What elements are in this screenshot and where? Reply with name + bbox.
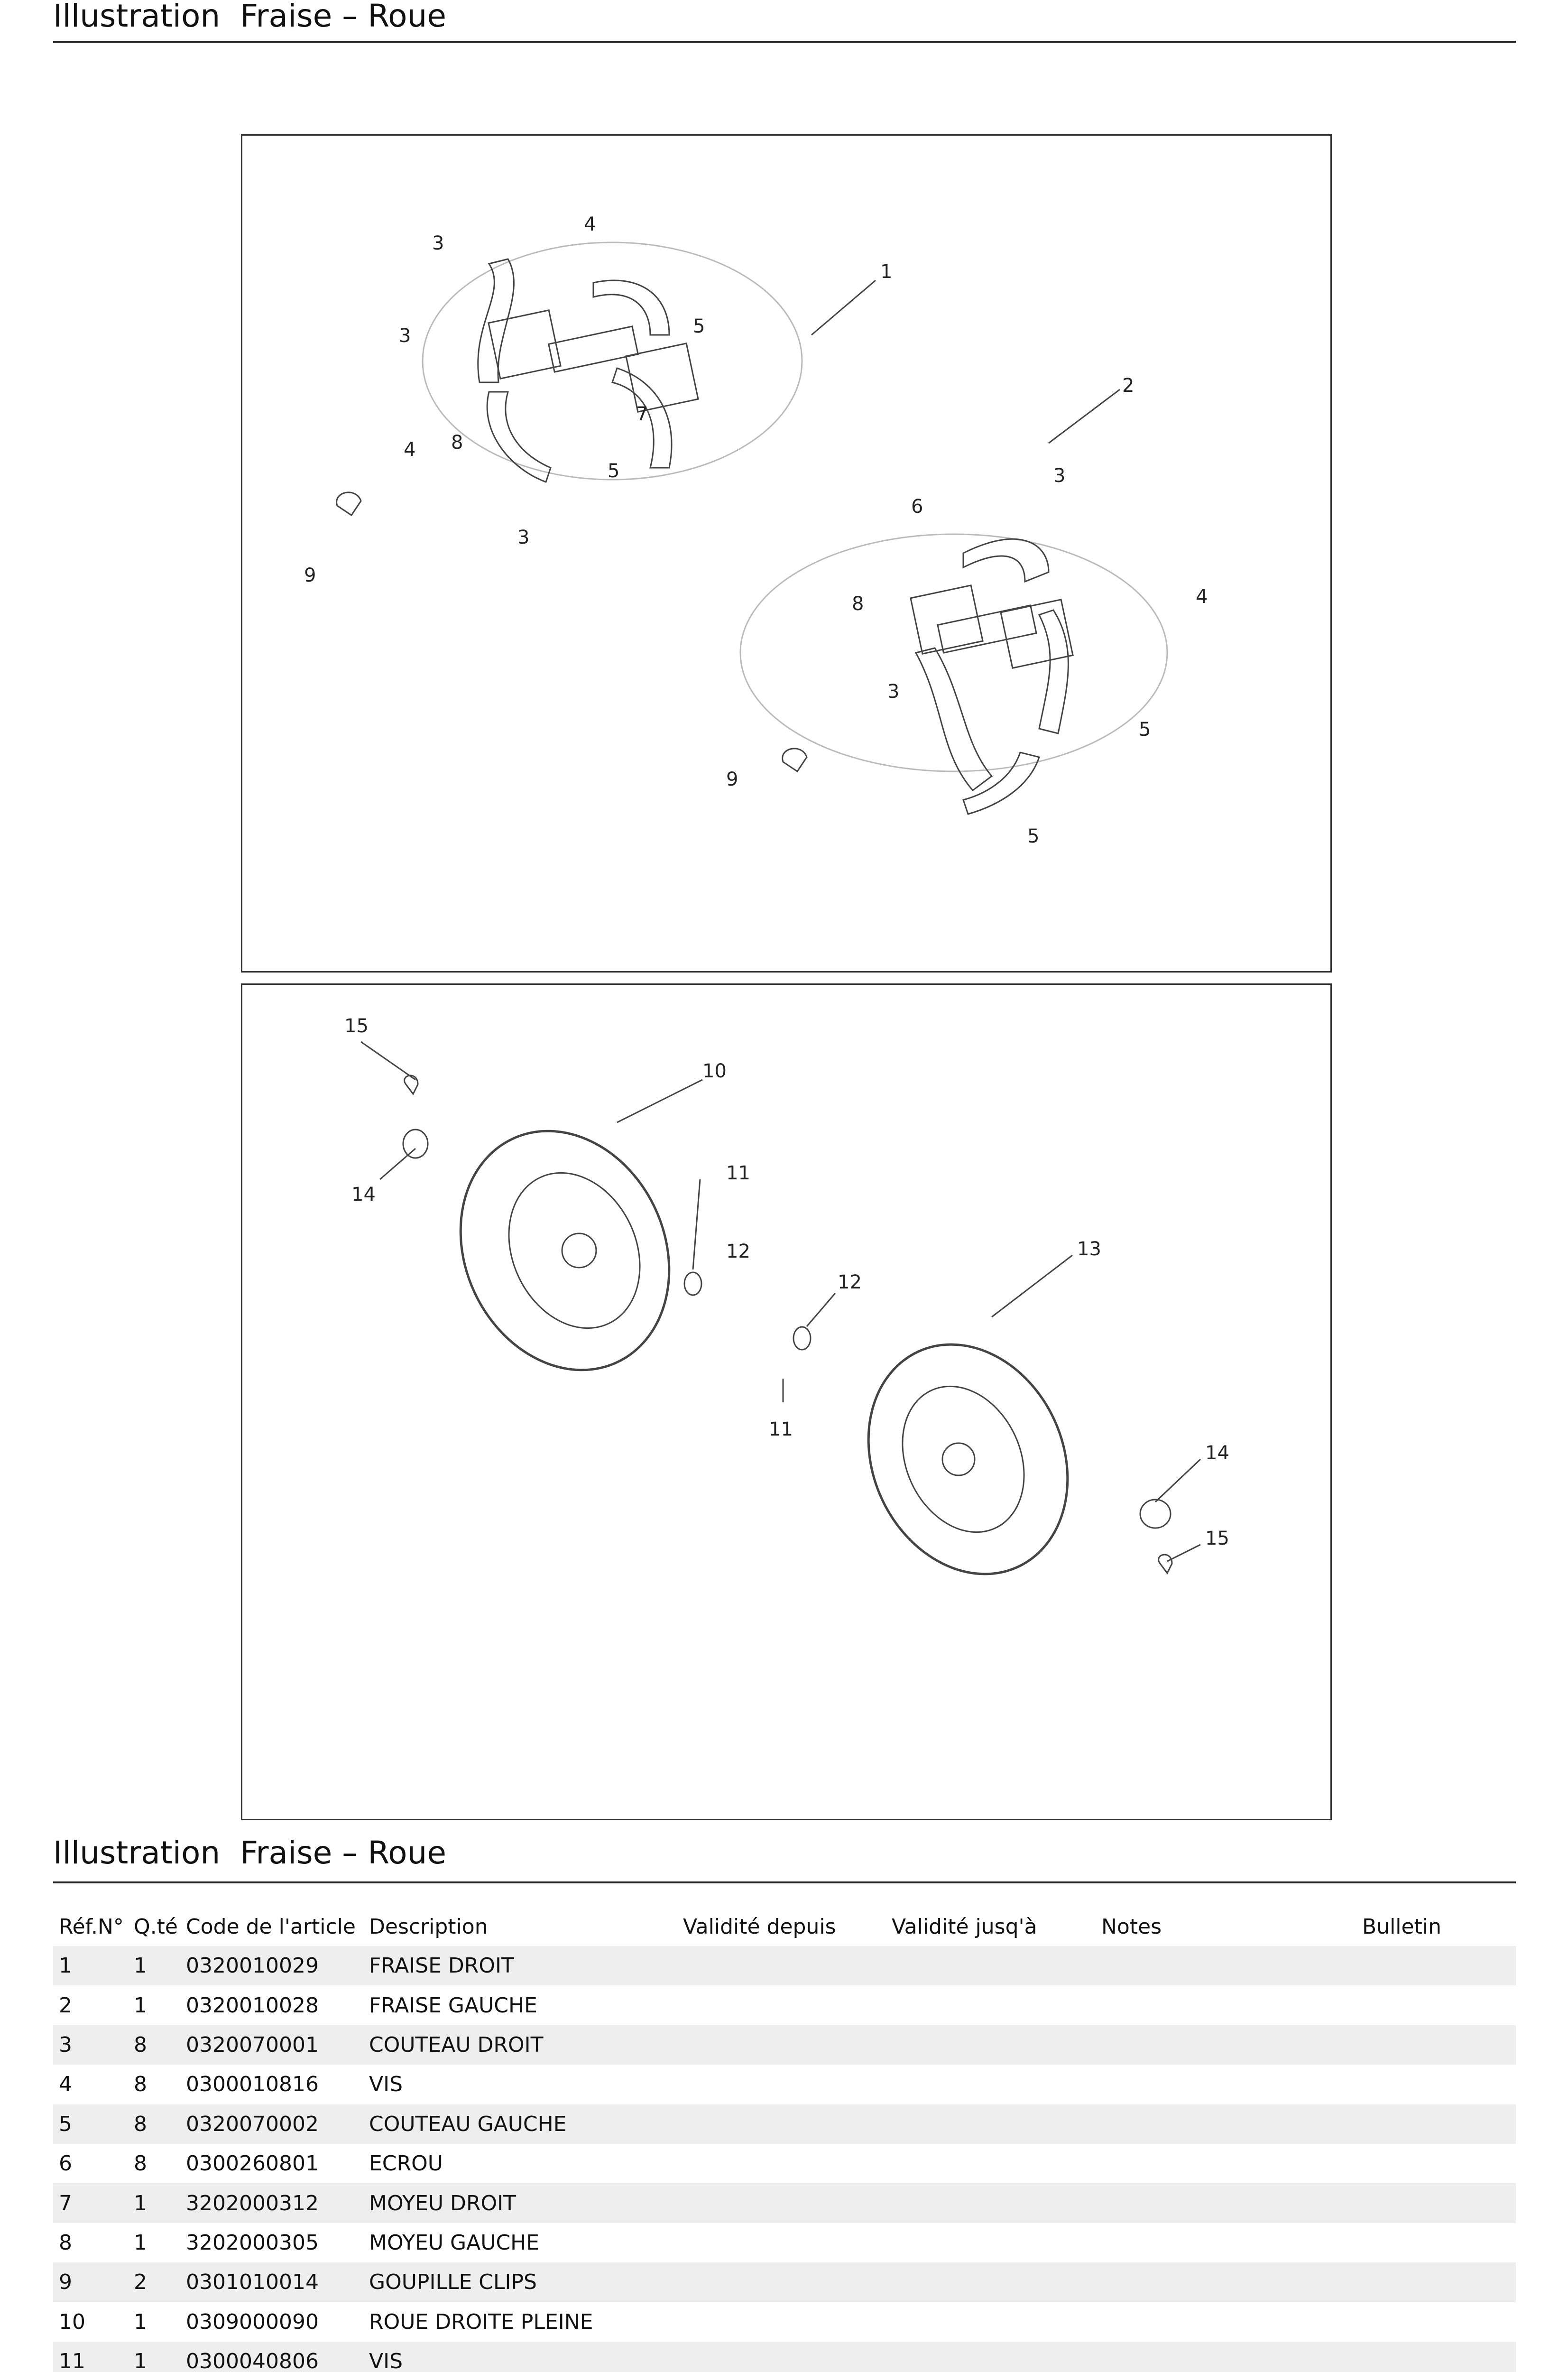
callout: 13 [1077, 1238, 1101, 1260]
title-divider [53, 41, 1516, 43]
cell-ref: 11 [59, 2349, 85, 2372]
col-ref: Réf.N° [59, 1914, 124, 1939]
cell-notes [1096, 2065, 1356, 2104]
cell-ref: 9 [59, 2270, 72, 2295]
callout: 1 [880, 261, 893, 283]
callout: 5 [1027, 825, 1040, 847]
cell-valid-to [886, 2104, 1096, 2144]
cell-notes [1096, 1946, 1356, 1985]
cell-qty: 8 [134, 2032, 147, 2057]
wheel-diagram [241, 983, 1332, 1820]
cell-valid-from [677, 2183, 886, 2223]
cell-notes [1096, 2144, 1356, 2183]
table-row [53, 1946, 1516, 1985]
cell-code: 0301010014 [186, 2270, 319, 2295]
callout: 12 [726, 1241, 750, 1262]
callout: 9 [726, 769, 738, 790]
callout: 3 [517, 527, 530, 548]
cell-valid-from [677, 2342, 886, 2372]
cell-valid-from [677, 1985, 886, 2025]
cell-qty: 1 [134, 1954, 147, 1978]
cell-qty: 8 [134, 2072, 147, 2097]
cell-bulletin [1356, 2104, 1516, 2144]
cell-ref: 4 [59, 2072, 72, 2097]
blade [1039, 610, 1068, 733]
callout: 3 [432, 232, 444, 254]
cell-notes [1096, 2104, 1356, 2144]
cell-description: MOYEU GAUCHE [369, 2230, 540, 2255]
auto-pin [1159, 1555, 1172, 1573]
auto-pin [405, 1075, 418, 1094]
cell-ref: 8 [59, 2230, 72, 2255]
callout: 3 [887, 681, 900, 703]
wheel-left-tyre [832, 1312, 1104, 1607]
cell-ref: 2 [59, 1993, 72, 2018]
cell-description: COUTEAU DROIT [369, 2032, 544, 2057]
cell-code: 0300010816 [186, 2072, 319, 2097]
cell-code: 0320070002 [186, 2112, 319, 2136]
callout: 4 [1196, 586, 1208, 608]
cell-qty: 1 [134, 2349, 147, 2372]
hub-plate [911, 585, 983, 654]
tiller-exploded-view [242, 136, 1330, 971]
cell-ref: 6 [59, 2151, 72, 2176]
cell-qty: 1 [134, 2309, 147, 2334]
cell-code: 3202000305 [186, 2230, 319, 2255]
cell-notes [1096, 2183, 1356, 2223]
wheel-right-hub [562, 1233, 596, 1268]
table-row [53, 2144, 1516, 2183]
cell-ref: 3 [59, 2032, 72, 2057]
col-valid-to: Validité jusq'à [892, 1914, 1037, 1939]
cell-description: COUTEAU GAUCHE [369, 2112, 567, 2136]
cell-ref: 5 [59, 2112, 72, 2136]
cell-description: VIS [369, 2349, 403, 2372]
cell-valid-to [886, 2262, 1096, 2302]
table-row [53, 1985, 1516, 2025]
callout: 5 [1139, 719, 1151, 741]
table-row [53, 2342, 1516, 2372]
cell-valid-to [886, 1946, 1096, 1985]
table-row [53, 2183, 1516, 2223]
cell-valid-from [677, 2144, 886, 2183]
cell-valid-from [677, 2025, 886, 2065]
cell-bulletin [1356, 2144, 1516, 2183]
callout: 14 [1205, 1442, 1229, 1464]
cell-description: MOYEU DROIT [369, 2191, 516, 2215]
cell-bulletin [1356, 2342, 1516, 2372]
cell-valid-to [886, 2144, 1096, 2183]
cell-qty: 8 [134, 2151, 147, 2176]
stop-ring [793, 1327, 811, 1350]
cell-code: 0320010028 [186, 1993, 319, 2018]
drive-hub [403, 1130, 428, 1158]
drive-hub [1140, 1500, 1171, 1528]
cell-code: 3202000312 [186, 2191, 319, 2215]
parts-table-body [53, 1946, 1516, 2372]
callout-labels [344, 1015, 1229, 1549]
cell-qty: 1 [134, 1993, 147, 2018]
callout: 4 [404, 439, 416, 461]
col-qty: Q.té [134, 1914, 178, 1939]
cell-code: 0320010029 [186, 1954, 319, 1978]
blade [487, 392, 551, 482]
cell-description: FRAISE DROIT [369, 1954, 514, 1978]
wheel-left-rim [880, 1366, 1047, 1552]
cell-bulletin [1356, 2262, 1516, 2302]
cell-bulletin [1356, 2183, 1516, 2223]
assembly-outline-right [740, 534, 1167, 771]
cell-valid-to [886, 2223, 1096, 2262]
table-row [53, 2223, 1516, 2262]
cell-notes [1096, 2025, 1356, 2065]
table-row [53, 2025, 1516, 2065]
cell-notes [1096, 1985, 1356, 2025]
cell-valid-from [677, 2065, 886, 2104]
cell-valid-to [886, 1985, 1096, 2025]
cell-notes [1096, 2262, 1356, 2302]
col-valid-from: Validité depuis [683, 1914, 836, 1939]
cell-valid-from [677, 2262, 886, 2302]
header-row [53, 1907, 1516, 1946]
callout: 11 [769, 1418, 793, 1440]
col-bulletin: Bulletin [1362, 1914, 1441, 1939]
cell-description: ECROU [369, 2151, 443, 2176]
cell-ref: 1 [59, 1954, 72, 1978]
blade [916, 648, 992, 790]
cell-bulletin [1356, 1946, 1516, 1985]
col-code: Code de l'article [186, 1914, 356, 1939]
cell-code: 0320070001 [186, 2032, 319, 2057]
cell-qty: 1 [134, 2230, 147, 2255]
wheel-exploded-view [242, 985, 1330, 1819]
cell-valid-from [677, 2104, 886, 2144]
callout: 3 [399, 325, 411, 347]
assembly-outline-left [423, 242, 802, 480]
callout: 2 [1122, 375, 1134, 397]
cell-valid-to [886, 2302, 1096, 2342]
cell-ref: 10 [59, 2309, 85, 2334]
cell-code: 0300040806 [186, 2349, 319, 2372]
callout: 12 [838, 1271, 862, 1293]
callout: 9 [304, 565, 316, 586]
cell-valid-from [677, 2223, 886, 2262]
cell-notes [1096, 2342, 1356, 2372]
cell-qty: 1 [134, 2191, 147, 2215]
cell-bulletin [1356, 2065, 1516, 2104]
cell-valid-to [886, 2065, 1096, 2104]
cell-ref: 7 [59, 2191, 72, 2215]
cell-notes [1096, 2223, 1356, 2262]
callout: 3 [1053, 465, 1066, 487]
cell-valid-to [886, 2342, 1096, 2372]
callout: 8 [852, 593, 864, 615]
table-title: Illustration Fraise – Roue [53, 1835, 446, 1871]
col-description: Description [369, 1914, 488, 1939]
parts-table-header [53, 1907, 1516, 1946]
table-row [53, 2262, 1516, 2302]
table-title-divider [53, 1881, 1516, 1883]
stop-ring [684, 1272, 701, 1295]
hub-shaft [938, 605, 1036, 653]
callout: 15 [344, 1015, 369, 1037]
table-row [53, 2104, 1516, 2144]
callout: 11 [726, 1162, 750, 1184]
clip-pin [783, 749, 807, 771]
page-title: Illustration Fraise – Roue [53, 0, 446, 34]
cell-valid-from [677, 1946, 886, 1985]
table-row [53, 2302, 1516, 2342]
wheel-left-hub [942, 1443, 975, 1475]
blade [963, 752, 1039, 814]
callout: 4 [584, 213, 596, 235]
cell-code: 0309000090 [186, 2309, 319, 2334]
cell-bulletin [1356, 2302, 1516, 2342]
cell-description: FRAISE GAUCHE [369, 1993, 537, 2018]
cell-code: 0300260801 [186, 2151, 319, 2176]
callout: 7 [636, 403, 648, 425]
callout: 6 [911, 496, 923, 518]
callout: 10 [702, 1060, 727, 1082]
cell-description: GOUPILLE CLIPS [369, 2270, 537, 2295]
blade [963, 539, 1049, 582]
hub-shaft [549, 326, 638, 372]
cell-valid-to [886, 2025, 1096, 2065]
tiller-diagram [241, 134, 1332, 973]
callout: 5 [693, 315, 705, 337]
col-notes: Notes [1101, 1914, 1162, 1939]
callout: 5 [608, 460, 620, 482]
cell-notes [1096, 2302, 1356, 2342]
cell-valid-from [677, 2302, 886, 2342]
cell-qty: 8 [134, 2112, 147, 2136]
cell-description: ROUE DROITE PLEINE [369, 2309, 593, 2334]
parts-table [53, 1907, 1516, 2372]
cell-qty: 2 [134, 2270, 147, 2295]
cell-bulletin [1356, 2025, 1516, 2065]
callout: 8 [451, 432, 463, 454]
cell-bulletin [1356, 1985, 1516, 2025]
wheel-right-tyre [423, 1097, 707, 1405]
callout: 14 [351, 1184, 376, 1205]
cell-valid-to [886, 2183, 1096, 2223]
callout: 15 [1205, 1528, 1229, 1549]
clip-pin [337, 492, 361, 515]
cell-description: VIS [369, 2072, 403, 2097]
cell-bulletin [1356, 2223, 1516, 2262]
table-row [53, 2065, 1516, 2104]
